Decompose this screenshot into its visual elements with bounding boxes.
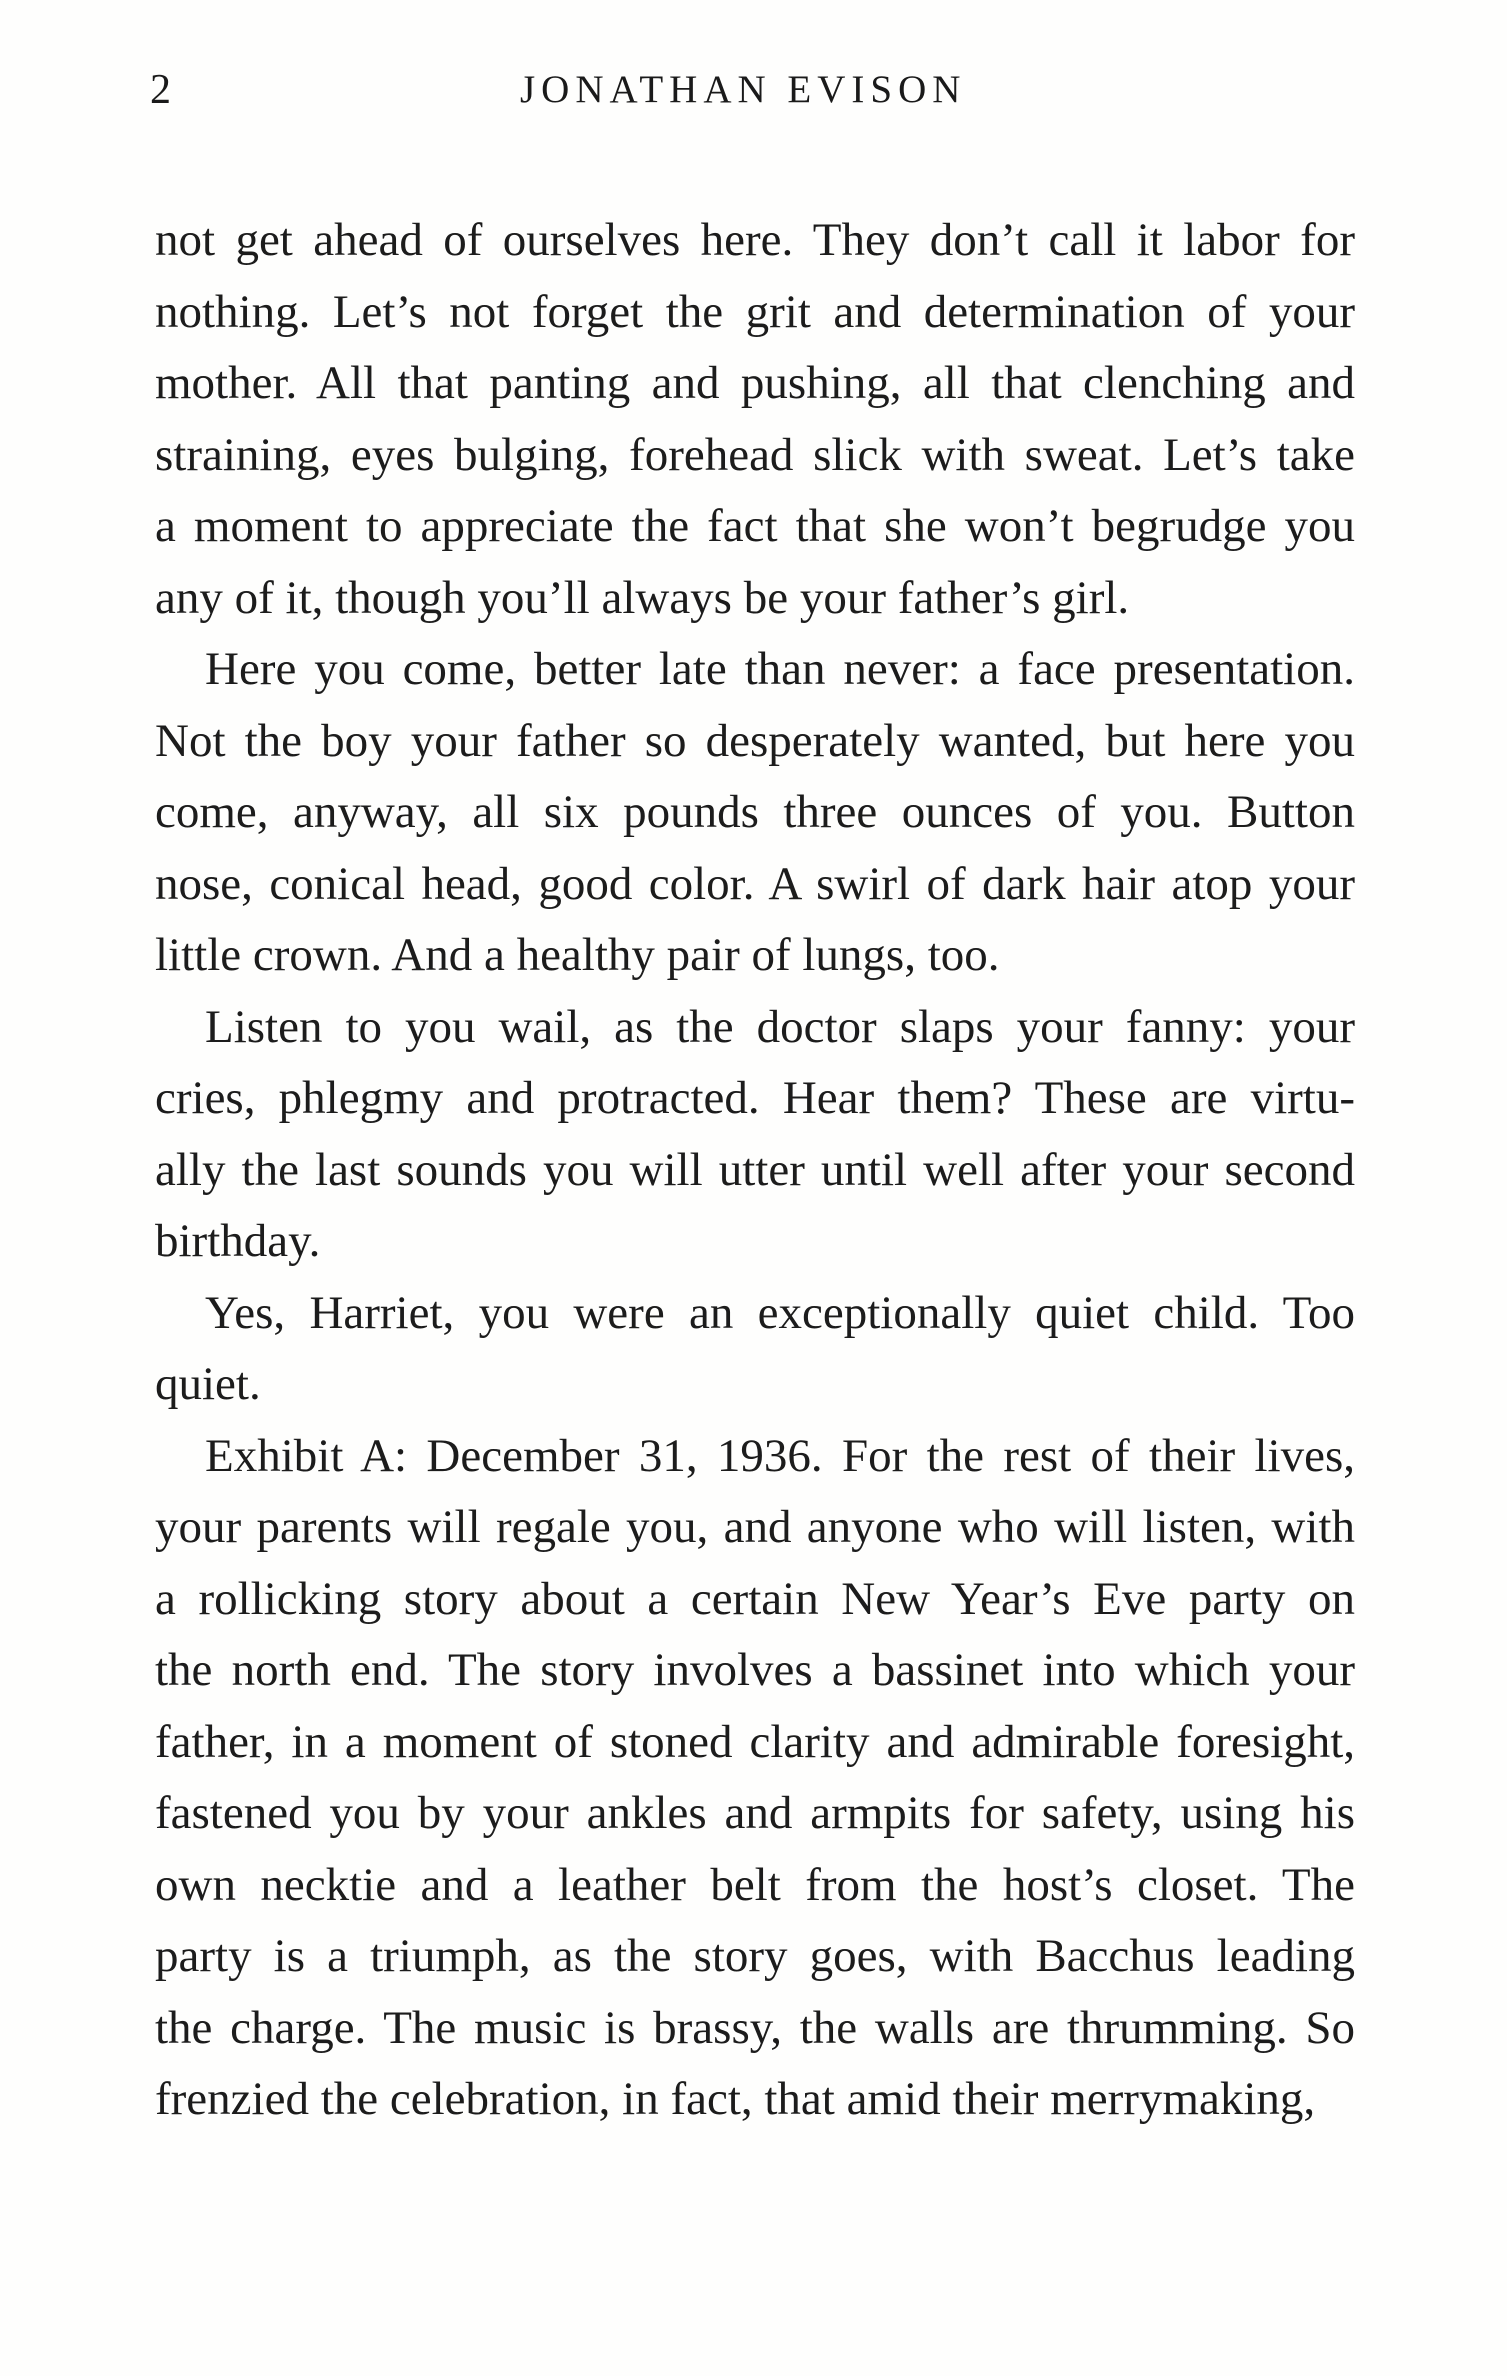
text-line: Exhibit A: December 31, 1936. For the rest of their lives, bbox=[205, 1429, 1355, 1482]
body-text bbox=[155, 205, 1355, 2136]
text-line: frenzied the celebration, in fact, that amid their merrymaking, bbox=[155, 2073, 1316, 2125]
text-line: Yes, Harriet, you were an exceptionally quiet child. Too bbox=[205, 1286, 1355, 1339]
text-line: nothing. Let’s not forget the grit and determination of your bbox=[155, 285, 1355, 338]
text-line: cries, phlegmy and protracted. Hear them? These are virtu- bbox=[155, 1072, 1355, 1124]
paragraph bbox=[155, 992, 1355, 1278]
text-line: Here you come, better late than never: a face presentation. bbox=[205, 643, 1355, 695]
text-line: quiet. bbox=[155, 1358, 261, 1410]
running-head-title: JONATHAN EVISON bbox=[520, 68, 967, 111]
paragraph bbox=[155, 1278, 1355, 1421]
text-line: fastened you by your ankles and armpits for safety, using his bbox=[155, 1787, 1355, 1839]
running-head bbox=[0, 60, 1507, 120]
text-line: birthday. bbox=[155, 1215, 321, 1267]
text-line: a moment to appreciate the fact that she won’t begrudge you bbox=[155, 500, 1355, 552]
text-line: little crown. And a healthy pair of lungs, too. bbox=[155, 929, 1000, 981]
text-line: ally the last sounds you will utter until well after your second bbox=[155, 1143, 1355, 1196]
text-line: not get ahead of ourselves here. They don’t call it labor for bbox=[155, 214, 1355, 266]
paragraph bbox=[155, 1421, 1355, 2136]
text-line: mother. All that panting and pushing, all that clenching and bbox=[155, 357, 1355, 409]
text-line: the north end. The story involves a bassinet into which your bbox=[155, 1644, 1355, 1696]
text-line: father, in a moment of stoned clarity and admirable foresight, bbox=[155, 1715, 1355, 1768]
text-line: Not the boy your father so desperately wanted, but here you bbox=[155, 714, 1355, 767]
text-line: any of it, though you’ll always be your father’s girl. bbox=[155, 571, 1130, 624]
text-line: party is a triumph, as the story goes, with Bacchus leading bbox=[155, 1930, 1355, 1982]
paragraph bbox=[155, 205, 1355, 634]
text-line: a rollicking story about a certain New Year’s Eve party on bbox=[155, 1572, 1355, 1625]
text-line: nose, conical head, good color. A swirl of dark hair atop your bbox=[155, 857, 1355, 910]
page-number: 2 bbox=[150, 67, 171, 113]
text-line: your parents will regale you, and anyone who will listen, with bbox=[155, 1501, 1355, 1553]
text-line: straining, eyes bulging, forehead slick with sweat. Let’s take bbox=[155, 428, 1355, 481]
text-line: own necktie and a leather belt from the host’s closet. The bbox=[155, 1858, 1355, 1911]
paragraph bbox=[155, 634, 1355, 992]
text-line: come, anyway, all six pounds three ounces of you. Button bbox=[155, 786, 1355, 838]
text-line: the charge. The music is brassy, the walls are thrumming. So bbox=[155, 2001, 1355, 2054]
text-line: Listen to you wail, as the doctor slaps your fanny: your bbox=[205, 1000, 1355, 1053]
